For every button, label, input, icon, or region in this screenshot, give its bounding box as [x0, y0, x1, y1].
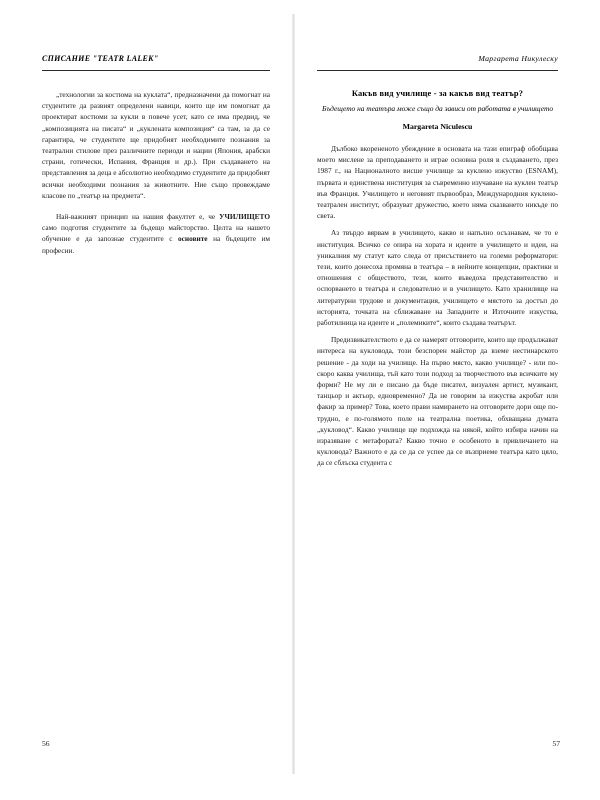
right-running-head: Маргарета Никулеску	[478, 54, 558, 63]
left-page-number: 56	[42, 739, 50, 748]
paragraph: Най-важният принцип на нашия факултет е, че УЧИЛИЩЕТО само подготвя студентите за бъдещо майсторство. Целта на нашето обучение е да запознае студентите с основите на бъдещите им професии.	[42, 212, 270, 255]
paragraph: „технологии за костюма на куклата“, предназначени да помогнат на студентите да развият определени навици, които ще им помогнат да проектират костюми за кукли в повече усет, като се има предвид, че „композицията на писата“ и „куклената композиция“ са там, за да се гарантира, че студентите ще придобият необходимите познания за театрални стилове през различните периоди и нации (Япония, арабски страни, готически, Испания, Франция и др.). При създаването на представления за деца е абсолютно необходимо студентите да придобият всички необходими познания за животните. Ние също провеждаме класове по „театър на предмета“.	[42, 90, 270, 200]
left-page	[18, 14, 293, 774]
right-header-rule	[317, 70, 558, 71]
article-author: Margareta Niculescu	[402, 122, 473, 131]
right-page-number: 57	[552, 739, 560, 748]
paragraph: Предизвикателството е да се намерят отговорите, които ще продължават интереса на кукловода, този безспорен майстор да вземе нестинарското решение - да ходи на училище. На първо място, какво училище? - или по-скоро каква училища, тъй като този подход за творчеството във всичките му форми? Не му ли е писано да бъде писател, визуален артист, музикант, танцьор и актьор, едновременно? Да не говорим за изкуства акробат или факир за пример? Това, което прави намирането на отговорите дори още по-трудно, е по-голямото поле на театрална поетика, обхващана думата „кукловод“. Какво училище ще подхожда на някой, който избира начин на изразяване с метафората? Какво точно е особеното в привличането на кукловода? Важното е да се да се успее да се възприеме театъра като цяло, да се сблъска студента с	[317, 335, 558, 468]
left-header-rule	[42, 70, 270, 71]
paragraph: Дълбоко вкорененото убеждение в основата на тази епиграф обобщава моето мислене за преподаването и играе основна роля в създаването, през 1987 г., на Националното висше училище за куклено изкуство (ESNAM), първата и единствена институция за съвременно изучаване на куклен театър във Франция. Училището и неговият първообраз, Международния куклено-театрален институт, образуват дружество, което няма сказването никъде по света.	[317, 144, 558, 221]
right-page	[295, 14, 582, 774]
right-body-text	[317, 143, 558, 469]
article-title: Какъв вид училище - за какъв вид театър?	[351, 89, 524, 98]
article-subtitle: Бъдещето на театъра може също да зависи от работата в училището	[321, 104, 554, 113]
left-body-text	[42, 89, 270, 256]
left-running-head-text: СПИСАНИЕ "TEATR LALEK"	[42, 54, 159, 63]
paragraph: Аз твърдо вярвам в училището, какво и напълно осъзнавам, че то е институция. Всичко се опира на хората и идеите в училището и идеи, на уникалния му статут като следа от присъствието на големи реформатори: тези, които донесоха промяна в театъра – в нейните концепции, практики и отношения с обществото, тези, които въведоха представителство и оспорването в театъра и следователно и в училището. Като хранилище на литературни трудове и документация, училището е мястото за достъп до историята, точката на сближаване на Западните и Източните изкуства, работилница на идеите и „полемиките“, които създава театърът.	[317, 228, 558, 328]
left-running-head	[42, 54, 270, 66]
